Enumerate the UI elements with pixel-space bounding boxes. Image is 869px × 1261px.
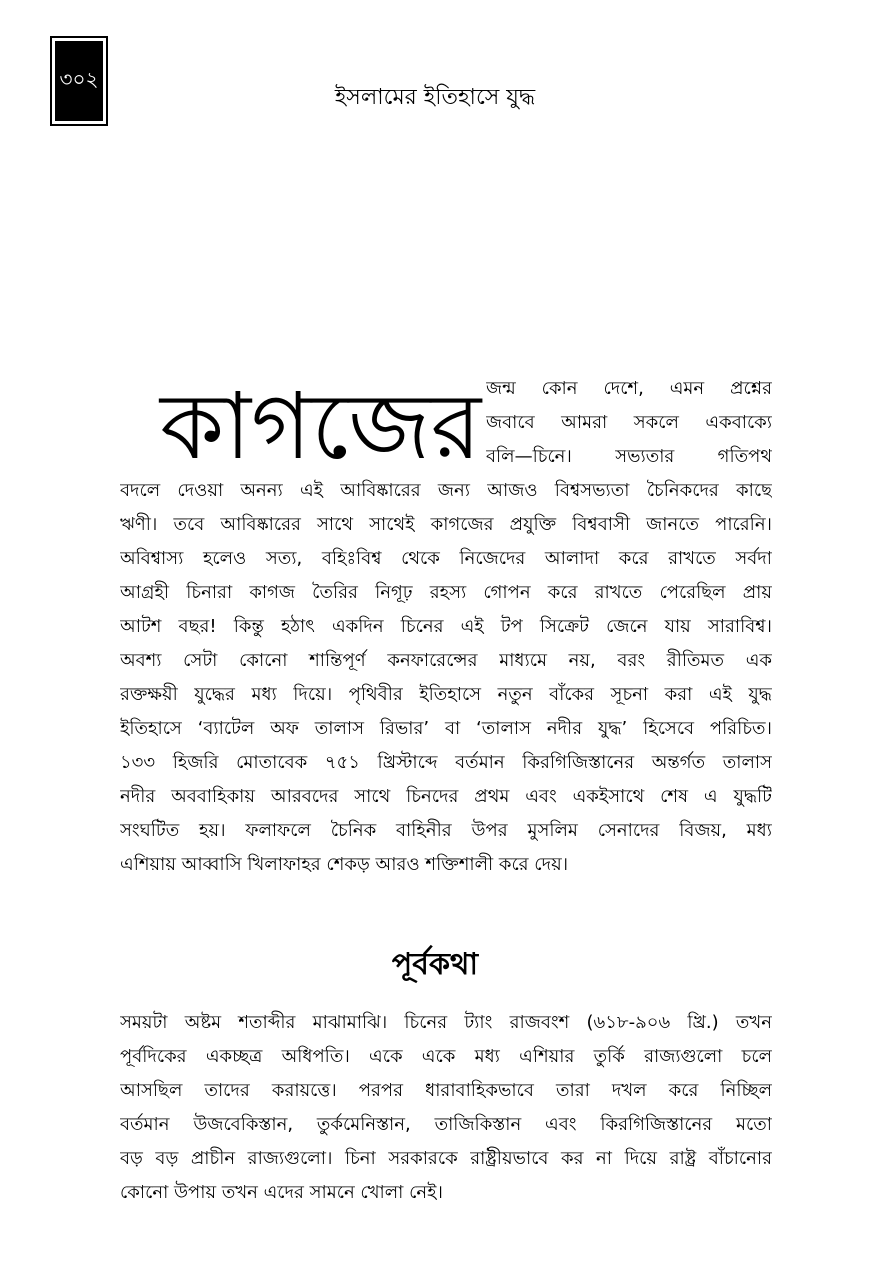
intro-line: অবশ্য সেটা কোনো শান্তিপূর্ণ কনফারেন্সের মাধ্যমে নয়, বরং রীতিমত এক — [120, 650, 772, 671]
section-line: পূর্বদিকের একচ্ছত্র অধিপতি। একে একে মধ্য এশিয়ার তুর্কি রাজ্যগুলো চলে — [120, 1046, 772, 1067]
section-heading: পূর্বকথা — [391, 947, 479, 982]
running-header: ইসলামের ইতিহাসে যুদ্ধ — [334, 85, 536, 110]
drop-word: কাগজের — [160, 373, 482, 480]
section-line: কোনো উপায় তখন এদের সামনে খোলা নেই। — [120, 1182, 443, 1203]
intro-line: আটশ বছর! কিন্তু হঠাৎ একদিন চিনের এই টপ সিক্রেট জেনে যায় সারাবিশ্ব। — [120, 616, 772, 637]
intro-line: সংঘটিত হয়। ফলাফলে চৈনিক বাহিনীর উপর মুসলিম সেনাদের বিজয়, মধ্য — [120, 820, 772, 841]
intro-line: রক্তক্ষয়ী যুদ্ধের মধ্য দিয়ে। পৃথিবীর ইতিহাসে নতুন বাঁকের সূচনা করা এই যুদ্ধ — [120, 684, 772, 705]
intro-line: ঋণী। তবে আবিষ্কারের সাথে সাথেই কাগজের প্রযুক্তি বিশ্ববাসী জানতে পারেনি। — [120, 514, 772, 535]
intro-line: ইতিহাসে ‘ব্যাটেল অফ তালাস রিভার’ বা ‘তালাস নদীর যুদ্ধ’ হিসেবে পরিচিত। — [120, 718, 772, 739]
intro-line: নদীর অববাহিকায় আরবদের সাথে চিনদের প্রথম এবং একইসাথে শেষ এ যুদ্ধটি — [120, 786, 772, 807]
page-number: ৩০২ — [55, 41, 103, 121]
intro-line: আগ্রহী চিনারা কাগজ তৈরির নিগূঢ় রহস্য গোপন করে রাখতে পেরেছিল প্রায় — [120, 582, 772, 603]
intro-line: জন্ম কোন দেশে, এমন প্রশ্নের — [486, 378, 772, 399]
section-line: বড় বড় প্রাচীন রাজ্যগুলো। চিনা সরকারকে রাষ্ট্রীয়ভাবে কর না দিয়ে রাষ্ট্র বাঁচানোর — [120, 1148, 772, 1169]
intro-line: বলি—চিনে। সভ্যতার গতিপথ — [486, 446, 772, 467]
intro-line: ১৩৩ হিজরি মোতাবেক ৭৫১ খ্রিস্টাব্দে বর্তমান কিরগিজিস্তানের অন্তর্গত তালাস — [120, 752, 772, 773]
section-line: সময়টা অষ্টম শতাব্দীর মাঝামাঝি। চিনের ট্যাং রাজবংশ (৬১৮-৯০৬ খ্রি.) তখন — [120, 1012, 772, 1033]
section-line: বর্তমান উজবেকিস্তান, তুর্কমেনিস্তান, তাজিকিস্তান এবং কিরগিজিস্তানের মতো — [120, 1114, 772, 1135]
intro-line: জবাবে আমরা সকলে একবাক্যে — [486, 412, 772, 433]
intro-line: এশিয়ায় আব্বাসি খিলাফাহর শেকড় আরও শক্তিশালী করে দেয়। — [120, 854, 569, 875]
page-number-box — [50, 36, 108, 126]
intro-line: অবিশ্বাস্য হলেও সত্য, বহিঃবিশ্ব থেকে নিজেদের আলাদা করে রাখতে সর্বদা — [120, 548, 772, 569]
intro-line: বদলে দেওয়া অনন্য এই আবিষ্কারের জন্য আজও বিশ্বসভ্যতা চৈনিকদের কাছে — [120, 480, 772, 501]
section-line: আসছিল তাদের করায়ত্তে। পরপর ধারাবাহিকভাবে তারা দখল করে নিচ্ছিল — [120, 1080, 772, 1101]
